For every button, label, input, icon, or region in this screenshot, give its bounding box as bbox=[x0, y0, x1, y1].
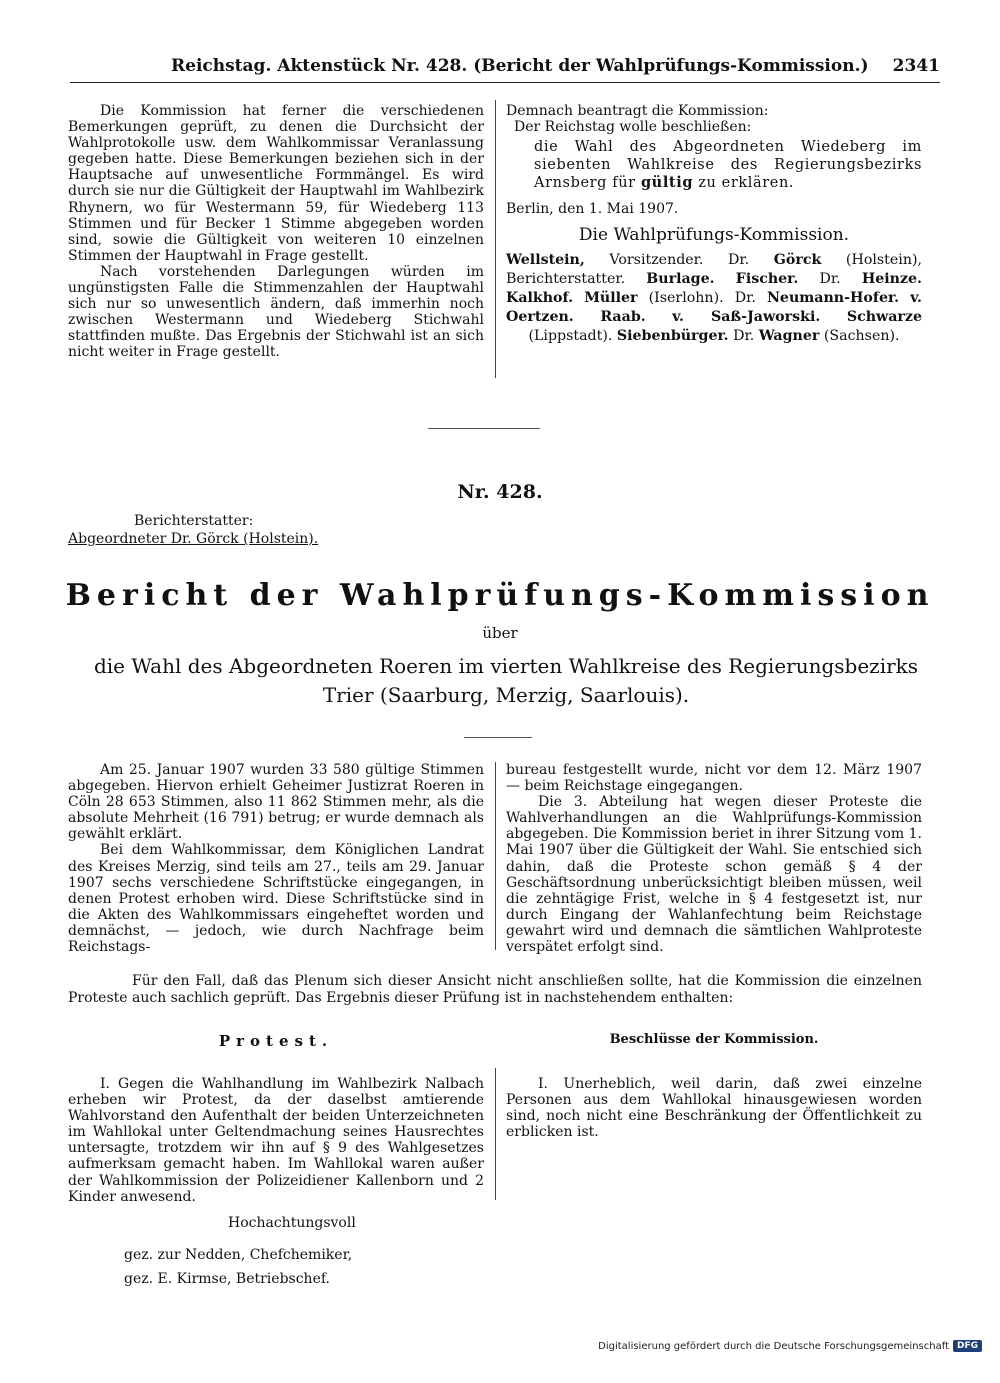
protest-text: I. Gegen die Wahlhandlung im Wahlbezirk Nalbach erheben wir Protest, da der daselbst amtierende Wahlvorstand den Aufenthalt der beiden Unterzeichneten im Wahllokal unter Geltendmachung seines Hausrechtes untersagte, trotzdem wir ihn auf § 9 des Wahlgesetzes aufmerksam gemacht haben. Im Wahllokal waren außer der Wahlkommission der Polizeidiener Kallenborn und 2 Kinder anwesend. bbox=[68, 1076, 484, 1205]
member-detail: Dr. bbox=[728, 327, 759, 344]
paragraph: bureau festgestellt wurde, nicht vor dem 12. März 1907 — beim Reichstage eingegangen. bbox=[506, 762, 922, 795]
protest-column bbox=[68, 1076, 484, 1291]
paragraph: Die 3. Abteilung hat wegen dieser Proteste die Wahlverhandlungen an die Wahlprüfungs-Kommission abgegeben. Die Kommission beriet in ihrer Sitzung vom 1. Mai 1907 über die Gültigkeit der Wahl. Sie entschied sich dahin, daß die Proteste schon gemäß § 4 der Geschäftsordnung unberücksichtigt bleiben müssen, weil die zehntägige Frist, welche in § 4 festgesetzt ist, nur durch Eingang der Wahlanfechtung beim Reichstage gewahrt wird und demnach die sämtlichen Wahlproteste verspätet erfolgt sind. bbox=[506, 794, 922, 956]
page-number: 2341 bbox=[892, 56, 940, 76]
member-name: Fischer. bbox=[735, 270, 799, 287]
member-name: Burlage. bbox=[646, 270, 715, 287]
decisions-heading: Beschlüsse der Kommission. bbox=[609, 1032, 819, 1047]
paragraph: Am 25. Januar 1907 wurden 33 580 gültige Stimmen abgegeben. Hiervon erhielt Geheimer Justizrat Roeren in Cöln 28 653 Stimmen, also 11 862 Stimmen mehr, als die absolute Mehrheit (16 791) betrug; er wurde demnach als gewählt erklärt. bbox=[68, 762, 484, 843]
commission-members bbox=[506, 251, 922, 346]
member-name: v. Saß-Jaworski. bbox=[672, 308, 821, 325]
member-detail: (Holstein), Berichterstatter. bbox=[506, 251, 922, 287]
member-name: Neumann-Hofer. bbox=[766, 289, 900, 306]
digitization-footer bbox=[598, 1340, 982, 1352]
reporter-name: Abgeordneter Dr. Görck (Holstein). bbox=[68, 531, 319, 547]
title-connector: über bbox=[482, 624, 518, 642]
protest-heading: Protest. bbox=[218, 1032, 334, 1050]
decision-text: I. Unerheblich, weil darin, daß zwei einzelne Personen aus dem Wahllokal hinausgewiesen worden sind, noch nicht eine Beschränkung der Öffentlichkeit zu erblicken ist. bbox=[506, 1076, 922, 1141]
reporter-label: Berichterstatter: bbox=[134, 513, 254, 529]
motion-date: Berlin, den 1. Mai 1907. bbox=[506, 200, 679, 217]
member-name: Wellstein, bbox=[506, 251, 585, 268]
member-name: Heinze. bbox=[861, 270, 922, 287]
footer-credit: Digitalisierung gefördert durch die Deutsche Forschungsgemeinschaft bbox=[598, 1340, 949, 1352]
dfg-logo: DFG bbox=[953, 1340, 982, 1352]
title-separator bbox=[464, 737, 532, 738]
top-left-column bbox=[68, 103, 484, 361]
document-number: Nr. 428. bbox=[457, 481, 543, 503]
paragraph: Für den Fall, daß das Plenum sich dieser Ansicht nicht anschließen sollte, hat die Kommission die einzelnen Proteste auch sachlich geprüft. Das Ergebnis dieser Prüfung ist in nachstehendem enthalten: bbox=[68, 973, 922, 1006]
report-title: Bericht der Wahlprüfungs-Kommission bbox=[65, 578, 935, 613]
member-name: Siebenbürger. bbox=[616, 327, 729, 344]
middle-left-column bbox=[68, 762, 484, 955]
decisions-column bbox=[506, 1076, 922, 1140]
top-right-column bbox=[506, 103, 922, 346]
running-header bbox=[70, 52, 940, 83]
full-width-paragraph bbox=[68, 973, 922, 1007]
member-detail bbox=[715, 271, 736, 287]
member-detail: (Lippstadt). bbox=[528, 327, 617, 344]
commission-heading: Die Wahlprüfungs-Kommission. bbox=[578, 224, 850, 245]
member-name: Görck bbox=[773, 251, 822, 268]
member-detail bbox=[574, 309, 601, 325]
member-name: Schwarze bbox=[846, 308, 922, 325]
motion-resolve: Der Reichstag wolle beschließen: bbox=[514, 119, 752, 136]
signatures bbox=[68, 1243, 484, 1291]
middle-right-column bbox=[506, 762, 922, 955]
paragraph: Die Kommission hat ferner die verschiedenen Bemerkungen geprüft, zu denen die Durchsicht der Wahlprotokolle usw. dem Wahlkommissar Veranlassung gegeben hatte. Diese Bemerkungen beziehen sich in der Hauptsache auf unwesentliche Formmängel. Es wird durch sie nur die Gültigkeit der Hauptwahl im Wahlbezirk Rhynern, wo für Westermann 59, für Wiedeberg 113 Stimmen und für Becker 1 Stimme abgegeben worden sind, sowie die Gültigkeit von weiteren 10 einzelnen Stimmen der Hauptwahl in Frage gestellt. bbox=[68, 103, 484, 264]
motion-text: die Wahl des Abgeordneten Wiedeberg im siebenten Wahlkreise des Regierungsbezirks Arnsberg für gültig zu erklären. bbox=[534, 139, 922, 192]
paragraph: Nach vorstehenden Darlegungen würden im ungünstigsten Falle die Stimmenzahlen der Hauptwahl sich nur so unwesentlich ändern, daß immerhin noch zwischen Westermann und Wiedeberg Stichwahl stattfinden mußte. Das Ergebnis der Stichwahl ist an sich nicht weiter in Frage gestellt. bbox=[68, 263, 484, 361]
member-detail: Vorsitzender. Dr. bbox=[584, 251, 774, 268]
member-detail bbox=[573, 290, 584, 306]
member-detail bbox=[820, 309, 847, 325]
reporter-block bbox=[68, 512, 318, 548]
member-name: Raab. bbox=[600, 308, 646, 325]
member-name: Kalkhof. bbox=[506, 289, 574, 306]
motion-verdict: gültig bbox=[640, 174, 694, 192]
column-divider bbox=[495, 100, 496, 378]
header-title: Reichstag. Aktenstück Nr. 428. (Bericht der Wahlprüfungs-Kommission.) bbox=[171, 56, 869, 76]
member-detail bbox=[899, 290, 910, 306]
member-name: Müller bbox=[584, 289, 638, 306]
signature-line: gez. zur Nedden, Chefchemiker, bbox=[124, 1246, 353, 1263]
signature-line: gez. E. Kirmse, Betriebschef. bbox=[124, 1270, 330, 1287]
column-divider bbox=[495, 1068, 496, 1200]
report-subtitle: die Wahl des Abgeordneten Roeren im vierten Wahlkreise des Regierungsbezirks Trier (Saarburg, Merzig, Saarlouis). bbox=[93, 654, 919, 707]
paragraph: Bei dem Wahlkommissar, dem Königlichen Landrat des Kreises Merzig, sind teils am 27., teils am 29. Januar 1907 sechs verschiedene Schriftstücke eingegangen, in denen Protest erhoben wird. Diese Schriftstücke sind in die Akten des Wahlkommissars eingeheftet worden und demnächst, — jedoch, wie durch Nachfrage beim Reichstags- bbox=[68, 842, 484, 956]
column-divider bbox=[495, 762, 496, 950]
member-name: v. Oertzen. bbox=[506, 289, 922, 325]
member-name: Wagner bbox=[758, 327, 820, 344]
member-detail: (Sachsen). bbox=[819, 327, 900, 344]
member-detail: (Iserlohn). Dr. bbox=[637, 289, 767, 306]
closing-formula: Hochachtungsvoll bbox=[228, 1214, 356, 1231]
motion-intro: Demnach beantragt die Kommission: bbox=[506, 103, 769, 119]
member-detail: Dr. bbox=[798, 270, 862, 287]
section-separator bbox=[428, 428, 540, 429]
member-detail bbox=[646, 309, 673, 325]
